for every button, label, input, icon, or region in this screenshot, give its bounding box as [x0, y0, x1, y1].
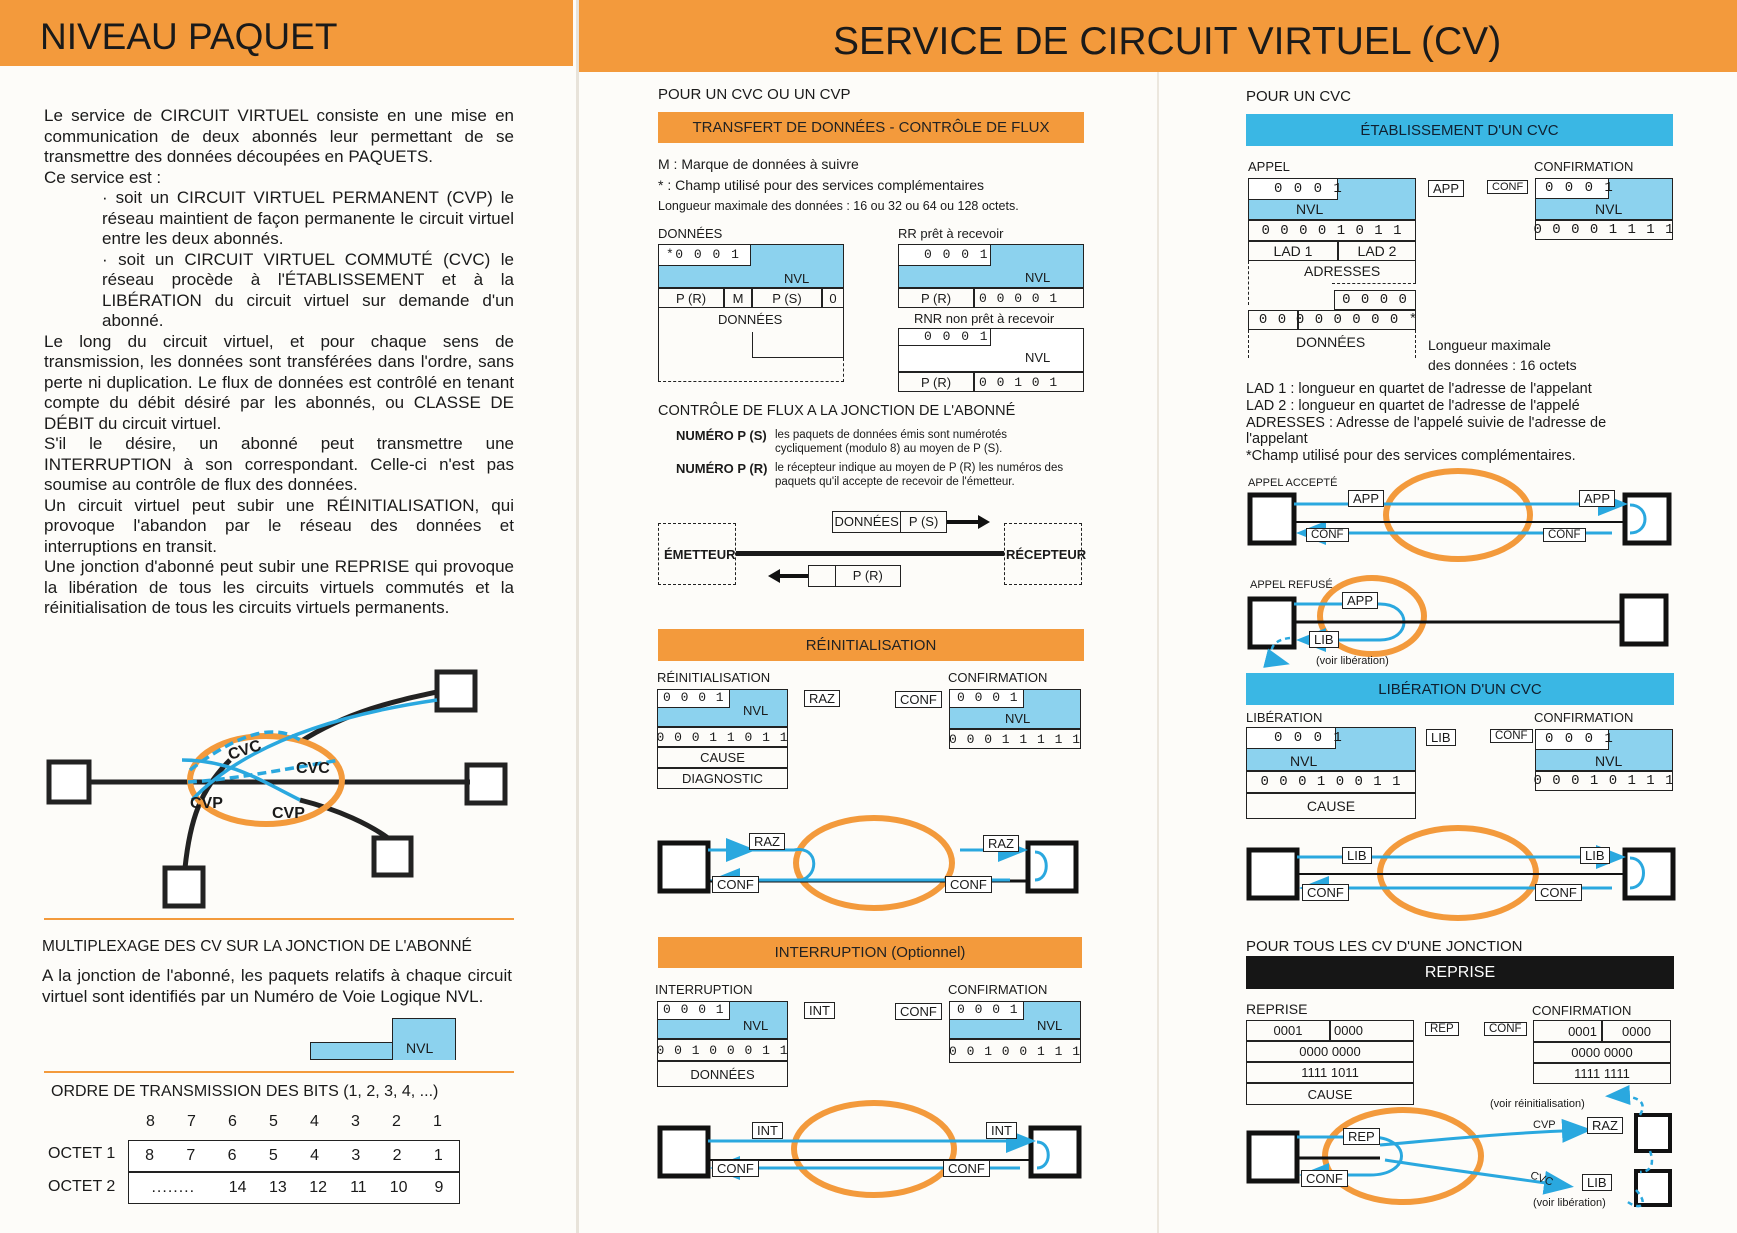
donnees-body: DONNÉES: [718, 312, 783, 327]
octet2-bit: 9: [434, 1179, 444, 1196]
int-conf-left: CONF: [712, 1160, 759, 1177]
donnees-packet: [658, 244, 844, 394]
service-intro: Ce service est :: [44, 167, 162, 187]
rc-row1b: 0000: [1622, 1023, 1651, 1039]
nps-label: NUMÉRO P (S): [676, 428, 767, 443]
donnees-m: M: [732, 290, 744, 306]
l-code: 0 0 0 1 0 0 1 1: [1260, 774, 1402, 790]
appel-refuse-label: APPEL REFUSÉ: [1250, 579, 1333, 591]
reprise-conf-packet: [1533, 1020, 1671, 1086]
mid-subtitle: POUR UN CVC OU UN CVP: [658, 86, 851, 103]
voir-lib-2: (voir libération): [1533, 1197, 1606, 1209]
bit-h: 6: [228, 1113, 237, 1130]
conf-tag: CONF: [895, 691, 942, 708]
octet1-label: OCTET 1: [48, 1145, 116, 1162]
rep-left: REP: [1343, 1128, 1380, 1145]
flow-ps: P (S): [908, 514, 939, 529]
octet2-bit: 11: [350, 1179, 367, 1196]
reinit-conf-label: CONFIRMATION: [948, 670, 1048, 685]
reinit-packet: [657, 689, 788, 791]
in-code: 0 0 1 0 0 0 1 1: [656, 1042, 789, 1058]
left-title: NIVEAU PAQUET: [40, 16, 338, 57]
lc-nvl: NVL: [1595, 753, 1623, 769]
octet1-bit: 2: [392, 1147, 402, 1164]
ic-bits: 0 0 0 1: [957, 1002, 1019, 1017]
octet2-bit: 10: [389, 1179, 408, 1196]
reinit-conf-packet: [949, 689, 1081, 754]
note-m: M : Marque de données à suivre: [658, 156, 859, 172]
lib-conf-tag: CONF: [1490, 729, 1533, 743]
donnees-label: DONNÉES: [658, 226, 723, 241]
maxlen-1: Longueur maximale: [1428, 337, 1551, 353]
a-nvl: NVL: [1296, 201, 1324, 217]
bits-header-row: [130, 1113, 458, 1137]
appel-label: APPEL: [1248, 159, 1290, 174]
int-packet: [657, 1001, 788, 1093]
reprise-packet: [1246, 1020, 1414, 1106]
octet1-row: [128, 1140, 460, 1172]
flow-line: [736, 551, 1004, 556]
reprise-banner: REPRISE: [1246, 956, 1674, 989]
left-text: [44, 106, 514, 619]
lib-right: LIB: [1580, 847, 1610, 864]
octet1-bit: 1: [433, 1147, 443, 1164]
rr-nvl: NVL: [1025, 270, 1051, 285]
rnr-pr: P (R): [920, 374, 952, 390]
reinit-banner: RÉINITIALISATION: [658, 629, 1084, 661]
multiplex-title: MULTIPLEXAGE DES CV SUR LA JONCTION DE L'ABONNÉ: [42, 938, 472, 955]
cvc-label: CVC: [1528, 1169, 1555, 1189]
app-accept-left: APP: [1348, 490, 1384, 507]
donnees-nvl: NVL: [784, 271, 810, 286]
rc-row2: [1571, 1045, 1632, 1060]
rc-row1a: 0001: [1568, 1023, 1597, 1039]
conf-accept-right: CONF: [1543, 528, 1586, 542]
c-nvl: NVL: [1595, 201, 1623, 217]
l-cause: CAUSE: [1306, 798, 1356, 814]
rc-code: 0 0 0 1 1 1 1 1: [948, 731, 1082, 747]
octet1-bit: 8: [145, 1147, 155, 1164]
octet1-bit: 7: [186, 1147, 196, 1164]
main-title: SERVICE DE CIRCUIT VIRTUEL (CV): [833, 20, 1502, 63]
ri-cause: CAUSE: [700, 750, 745, 765]
lib-refuse: LIB: [1309, 631, 1339, 648]
bit-h: 7: [187, 1113, 196, 1130]
app-tag: APP: [1428, 180, 1464, 197]
label-cvp-1: CVP: [190, 795, 223, 812]
donnees-pr: P (R): [675, 290, 707, 306]
flow-pr: P (R): [852, 568, 883, 583]
donnees-ps: P (S): [772, 290, 802, 306]
bits-title: ORDRE DE TRANSMISSION DES BITS (1, 2, 3, 4, ...): [51, 1083, 439, 1100]
ri-bits: 0 0 0 1: [663, 690, 725, 705]
a-adresses: ADRESSES: [1304, 263, 1381, 279]
flow-donnees: DONNÉES: [833, 512, 901, 532]
rep-tag: REP: [1425, 1022, 1459, 1036]
appel-packet: [1248, 178, 1419, 362]
int-conf-packet: [949, 1001, 1081, 1065]
rc-row2b: 0000: [1603, 1045, 1633, 1060]
ri-diag: DIAGNOSTIC: [682, 771, 763, 786]
int-label: INTERRUPTION: [655, 982, 753, 997]
right-subtitle: POUR UN CVC: [1246, 88, 1352, 105]
lib-conf-right: CONF: [1535, 884, 1582, 901]
octet2-label: OCTET 2: [48, 1178, 116, 1195]
int-conf-label: CONFIRMATION: [948, 982, 1048, 997]
octet1-bit: 6: [227, 1147, 237, 1164]
r-row1b: 0000: [1334, 1023, 1363, 1038]
int-conf-tag: CONF: [895, 1003, 942, 1020]
raz-tag: RAZ: [804, 690, 840, 707]
conf-accept-left: CONF: [1306, 528, 1349, 542]
rep-conf-tag: CONF: [1484, 1022, 1527, 1036]
bit-h: 4: [310, 1113, 319, 1130]
lib-tag: LIB: [1426, 729, 1456, 746]
rnr-bits: 0 0 0 1: [924, 329, 990, 344]
a-donnees: DONNÉES: [1296, 334, 1366, 350]
int-conf-right: CONF: [943, 1160, 990, 1177]
note-lad1: LAD 1 : longueur en quartet de l'adresse de l'appelant: [1246, 381, 1592, 397]
app-accept-right: APP: [1579, 490, 1615, 507]
liberation-packet: [1246, 727, 1416, 821]
npr-label: NUMÉRO P (R): [676, 461, 768, 476]
ic-code: 0 0 1 0 0 1 1 1: [948, 1043, 1082, 1059]
rc-bits: 0 0 0 1: [957, 690, 1019, 705]
octet1-bit: 3: [351, 1147, 361, 1164]
interrupt-paragraph: S'il le désire, un abonné peut transmettre une INTERRUPTION à son correspondant. Celle-ci n'est pas soumise au contrôle de flux des données.: [44, 434, 514, 494]
c-code: 0 0 0 0 1 1 1 1: [1533, 222, 1675, 238]
l-nvl: NVL: [1290, 753, 1318, 769]
note-star-right: *Champ utilisé pour des services complémentaires.: [1246, 448, 1576, 464]
cvp-label: CVP: [1533, 1119, 1556, 1131]
octet2-bit: 12: [309, 1179, 328, 1196]
appel-accepte-label: APPEL ACCEPTÉ: [1248, 477, 1338, 489]
ri-code: 0 0 0 1 1 0 1 1: [656, 729, 789, 745]
octet1-bit: 5: [268, 1147, 278, 1164]
npr-text: le récepteur indique au moyen de P (R) les numéros des paquets qu'il accepte de recevoir de l'émetteur.: [775, 462, 1064, 488]
donnees-zero: 0: [829, 290, 837, 306]
multiplex-text: A la jonction de l'abonné, les paquets relatifs à chaque circuit virtuel sont identifiés par un Numéro de Voie Logique NVL.: [42, 966, 512, 1006]
reinit-label: RÉINITIALISATION: [657, 670, 771, 685]
a-zeros: 0 0 0 0 0 0 *: [1295, 312, 1419, 328]
bit-h: 2: [392, 1113, 401, 1130]
nps-text: les paquets de données émis sont numérotés cycliquement (modulo 8) au moyen de P (S).: [775, 429, 1008, 455]
bit-h: 3: [351, 1113, 360, 1130]
voir-reinit: (voir réinitialisation): [1490, 1098, 1585, 1110]
lib-confirmation-label: CONFIRMATION: [1534, 710, 1634, 725]
raz-right: RAZ: [983, 835, 1019, 852]
int-tag: INT: [804, 1002, 835, 1019]
raz-reprise: RAZ: [1587, 1117, 1623, 1134]
rnr-packet: [898, 328, 1084, 392]
lc-code: 0 0 0 1 0 1 1 1: [1533, 773, 1675, 789]
nvl-label: NVL: [406, 1040, 434, 1056]
rc-row3a: 1111: [1574, 1066, 1601, 1081]
rr-pr: P (R): [920, 290, 952, 306]
int-right: INT: [986, 1122, 1017, 1139]
flow-pr-box: [808, 565, 901, 587]
ic-nvl: NVL: [1037, 1018, 1063, 1033]
a-zero: 0 0 0 0: [1342, 292, 1408, 308]
label-cvc-1: CVC: [226, 737, 264, 764]
octet2-bit: 13: [269, 1179, 287, 1196]
rr-code: 0 0 0 0 1: [979, 290, 1059, 306]
voir-lib: (voir libération): [1316, 655, 1389, 667]
label-cvp-2: CVP: [272, 805, 305, 822]
flow-paragraph: Le long du circuit virtuel, et pour chaque sens de transmission, les données sont transférées dans l'ordre, sans perte ni duplication. Le flux de données est contrôlé en tenant compte du débit désiré par les abonnés, ou CLASSE DE DÉBIT du circuit virtuel.: [44, 331, 514, 433]
reinit-exchange: [660, 818, 1076, 908]
tous-title: POUR TOUS LES CV D'UNE JONCTION: [1246, 938, 1523, 955]
r-row2a: 0000: [1299, 1044, 1329, 1059]
octet2-row: [128, 1172, 460, 1204]
conf-right: CONF: [945, 876, 992, 893]
c-bits: 0 0 0 1: [1545, 180, 1615, 196]
flux-title: CONTRÔLE DE FLUX A LA JONCTION DE L'ABONNÉ: [658, 403, 1016, 419]
rnr-label: RNR non prêt à recevoir: [914, 311, 1055, 326]
reinit-paragraph: Un circuit virtuel peut subir une RÉINITIALISATION, qui provoque l'abandon par le réseau des données et interruptions en transit.: [44, 495, 514, 556]
lib-banner: LIBÉRATION D'UN CVC: [1246, 673, 1674, 705]
divider-1: [44, 918, 514, 920]
reprise-paragraph: Une jonction d'abonné peut subir une REPRISE qui provoque la libération de tous les circuits virtuels commutés et la réinitialisation de tous les circuits virtuels permanents.: [44, 557, 514, 617]
rr-bits: 0 0 0 1: [924, 247, 990, 262]
emetteur-label: ÉMETTEUR: [664, 547, 736, 562]
note-star: * : Champ utilisé pour des services complémentaires: [658, 177, 985, 193]
octet2-dots: ........: [151, 1179, 196, 1196]
liberation-label: LIBÉRATION: [1246, 710, 1323, 725]
a-bits: 0 0 0 1: [1274, 181, 1344, 197]
a-00: 0 0: [1258, 312, 1288, 328]
rr-label: RR prêt à recevoir: [898, 226, 1004, 241]
flow-donnees-box: [832, 511, 947, 533]
in-donnees: DONNÉES: [690, 1066, 755, 1082]
donnees-bits: *0 0 0 1: [666, 247, 741, 262]
bit-h: 1: [433, 1113, 442, 1130]
r-row3a: 1111: [1301, 1065, 1328, 1080]
reprise-label: REPRISE: [1246, 1001, 1308, 1017]
octet1-bit: 4: [310, 1147, 320, 1164]
lib-reprise: LIB: [1582, 1174, 1612, 1191]
bit-h: 5: [269, 1113, 278, 1130]
recepteur-label: RÉCEPTEUR: [1006, 547, 1087, 562]
lib-conf-packet: [1535, 729, 1673, 793]
maxlen-2: des données : 16 octets: [1428, 357, 1577, 373]
r-row3b: 1011: [1330, 1065, 1359, 1080]
a-lad1: LAD 1: [1273, 243, 1313, 259]
octet2-bit: 14: [228, 1179, 247, 1196]
reprise-conf-label: CONFIRMATION: [1532, 1003, 1632, 1018]
ri-nvl: NVL: [743, 703, 769, 718]
a-lad2: LAD 2: [1357, 243, 1397, 259]
int-exchange: [660, 1103, 1079, 1195]
app-refuse: APP: [1342, 592, 1378, 609]
a-code: 0 0 0 0 1 0 1 1: [1261, 222, 1403, 239]
confirmation-packet: [1535, 178, 1673, 242]
r-row2: [1299, 1044, 1360, 1059]
label-cvc-2: CVC: [296, 760, 330, 777]
fold-line-1: [576, 0, 579, 1233]
r-row1a: 0001: [1273, 1023, 1303, 1038]
lib-exchange: [1249, 828, 1673, 918]
note-lad2: LAD 2 : longueur en quartet de l'adresse de l'appelé: [1246, 398, 1580, 414]
note-adresses: ADRESSES : Adresse de l'appelé suivie de l'adresse de l'appelant: [1246, 415, 1607, 447]
l-bits: 0 0 0 1: [1274, 730, 1344, 746]
rc-row2a: 0000: [1571, 1045, 1601, 1060]
intro-paragraph: Le service de CIRCUIT VIRTUEL consiste en une mise en communication de deux abonnés leur permettant de se transmettre des données découpées en PAQUETS.: [44, 106, 514, 166]
lib-conf-left: CONF: [1302, 884, 1349, 901]
fold-line-2: [1157, 72, 1159, 1233]
lib-left: LIB: [1342, 847, 1372, 864]
lc-bits: 0 0 0 1: [1545, 731, 1615, 747]
int-banner: INTERRUPTION (Optionnel): [658, 937, 1082, 968]
rc-nvl: NVL: [1005, 711, 1031, 726]
bit-h: 8: [146, 1113, 155, 1130]
raz-left: RAZ: [749, 833, 785, 850]
rr-packet: [898, 244, 1084, 308]
note-len: Longueur maximale des données : 16 ou 32 ou 64 ou 128 octets.: [658, 199, 1019, 213]
int-left: INT: [752, 1122, 783, 1139]
nvl-shape: [310, 1018, 456, 1060]
conf-tag-etab: CONF: [1487, 180, 1528, 194]
rnr-code: 0 0 1 0 1: [979, 374, 1059, 390]
divider-2: [44, 1071, 514, 1073]
r-row2b: 0000: [1331, 1044, 1361, 1059]
transfer-banner: TRANSFERT DE DONNÉES - CONTRÔLE DE FLUX: [658, 112, 1084, 143]
r-cause: CAUSE: [1307, 1086, 1353, 1102]
cvp-paragraph: · soit un CIRCUIT VIRTUEL PERMANENT (CVP) le réseau maintient de façon permanente le circuit virtuel entre les deux abonnés.: [102, 188, 514, 248]
rep-conf-left: CONF: [1301, 1170, 1348, 1187]
bits-table: [44, 1113, 464, 1228]
confirmation-label: CONFIRMATION: [1534, 159, 1634, 174]
rnr-nvl: NVL: [1025, 350, 1051, 365]
rc-row3b: 1111: [1603, 1066, 1630, 1081]
etab-banner: ÉTABLISSEMENT D'UN CVC: [1246, 114, 1673, 146]
in-bits: 0 0 0 1: [663, 1002, 725, 1017]
r-row3: [1301, 1065, 1359, 1080]
conf-left: CONF: [712, 876, 759, 893]
cvc-paragraph: · soit un CIRCUIT VIRTUEL COMMUTÉ (CVC) le réseau procède à l'ÉTABLISSEMENT et à la LIBÉRATION du circuit virtuel sur demande d'un abonné.: [102, 249, 514, 330]
in-nvl: NVL: [743, 1018, 769, 1033]
rc-row3: [1574, 1066, 1630, 1081]
